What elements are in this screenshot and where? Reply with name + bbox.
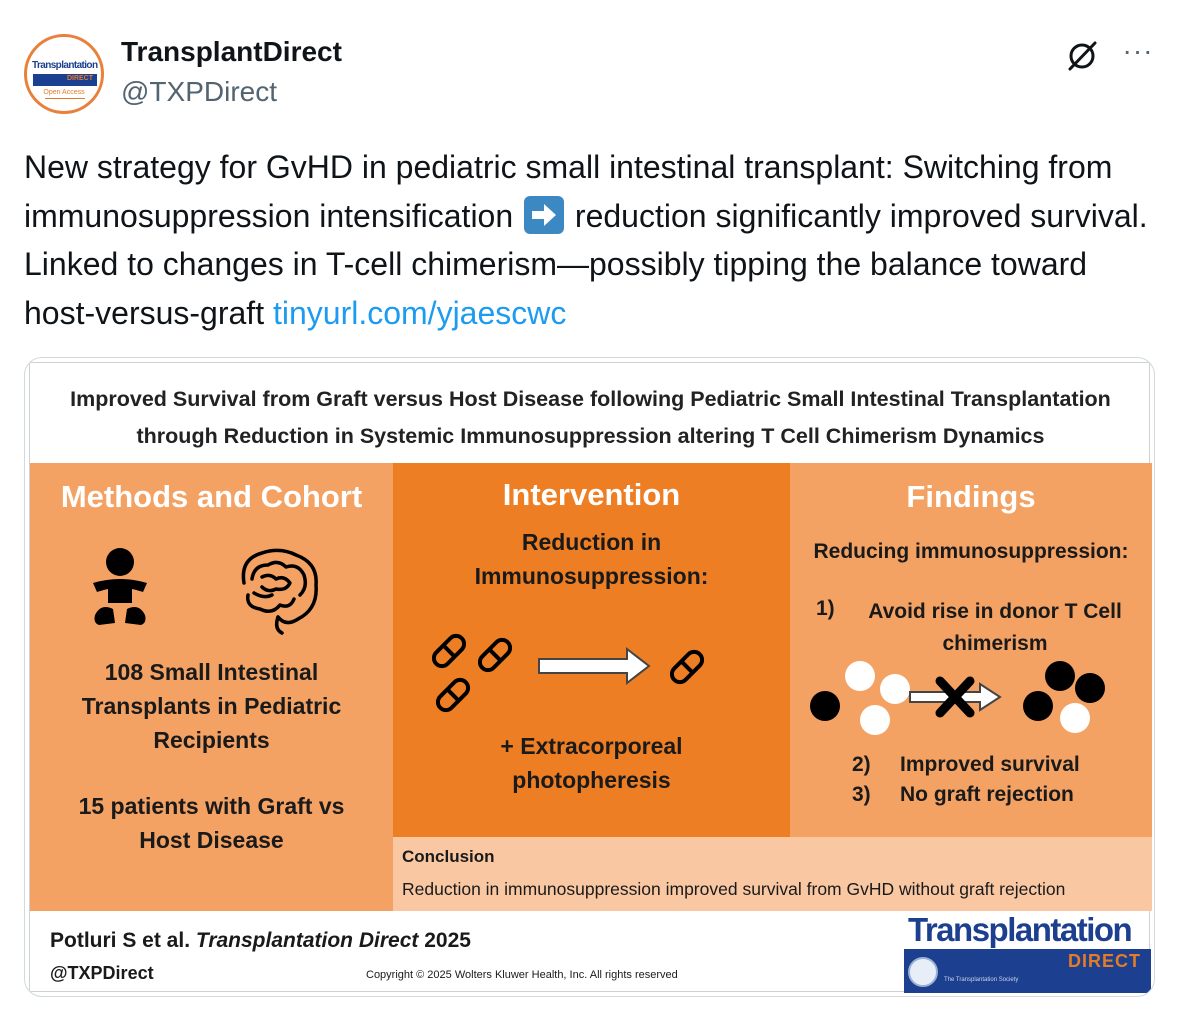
avatar-brand: Transplantation	[32, 60, 98, 71]
intervention-reduction-text	[393, 525, 790, 593]
findings-title: Findings	[906, 479, 1036, 514]
methods-line5: Host Disease	[139, 827, 284, 853]
more-options-icon[interactable]: ···	[1122, 35, 1154, 66]
findings-item3-num: 3)	[852, 783, 871, 806]
findings-panel	[790, 463, 1152, 837]
graphical-abstract	[29, 362, 1150, 992]
intervention-line4: photopheresis	[512, 767, 671, 793]
journal-logo	[904, 911, 1151, 993]
right-arrow-emoji-icon	[524, 196, 564, 234]
citation	[50, 929, 471, 953]
methods-line4: 15 patients with Graft vs	[78, 793, 345, 819]
avatar-divider	[45, 98, 85, 99]
findings-item3-text: No graft rejection	[900, 783, 1074, 806]
chimerism-diagram	[810, 659, 1110, 739]
intervention-line2: Immunosuppression:	[474, 563, 709, 589]
findings-item1-line1: Avoid rise in donor T Cell	[868, 600, 1122, 623]
logo-brand: Transplantation	[908, 911, 1132, 948]
abstract-title	[30, 381, 1151, 455]
intervention-title: Intervention	[502, 477, 681, 512]
display-name[interactable]: TransplantDirect	[121, 36, 342, 67]
tweet-media[interactable]	[24, 357, 1155, 997]
methods-panel	[30, 463, 393, 911]
intervention-line1: Reduction in	[521, 529, 662, 555]
citation-journal: Transplantation Direct	[195, 929, 419, 952]
avatar-tag: Open Access	[43, 89, 85, 96]
tweet-text-part2: reduction significantly improved survival. Linked to changes in T-cell chimerism—possibly tipping the balance toward host-versus-graft	[24, 197, 1148, 331]
citation-authors: Potluri S et al.	[50, 929, 196, 952]
intervention-ecp-text	[393, 729, 790, 797]
abstract-title-line2: through Reduction in Systemic Immunosuppression altering T Cell Chimerism Dynamics	[136, 424, 1045, 448]
avatar-sub: DIRECT	[66, 75, 93, 82]
conclusion-heading: Conclusion	[402, 847, 495, 866]
footer-handle: @TXPDirect	[50, 963, 154, 983]
pill-reduction-icon	[429, 631, 729, 721]
baby-icon	[85, 545, 155, 629]
intestine-icon	[234, 543, 324, 635]
methods-title: Methods and Cohort	[60, 479, 363, 514]
findings-item1-text	[850, 597, 1140, 660]
findings-item1-num: 1)	[816, 597, 835, 620]
intervention-panel	[393, 463, 790, 837]
methods-line2: Transplants in Pediatric	[81, 693, 342, 719]
conclusion-text: Reduction in immunosuppression improved survival from GvHD without graft rejection	[402, 879, 1066, 899]
tweet-text-part1: New strategy for GvHD in pediatric small intestinal transplant: Switching from immunosuppression intensification	[24, 149, 1113, 234]
findings-item2-num: 2)	[852, 753, 871, 776]
intervention-line3: + Extracorporeal	[500, 733, 683, 759]
logo-society: The Transplantation Society	[944, 977, 1019, 983]
methods-line1: 108 Small Intestinal	[104, 659, 319, 685]
methods-line3: Recipients	[153, 727, 270, 753]
citation-year: 2025	[418, 929, 471, 952]
tweet-link[interactable]: tinyurl.com/yjaescwc	[272, 294, 567, 331]
society-seal-icon	[908, 957, 938, 987]
copyright-notice: Copyright © 2025 Wolters Kluwer Health, Inc. All rights reserved	[366, 969, 678, 981]
abstract-title-line1: Improved Survival from Graft versus Host Disease following Pediatric Small Intestinal Transplantation	[70, 387, 1111, 411]
grok-icon[interactable]	[1064, 38, 1100, 74]
logo-sub: DIRECT	[1068, 951, 1141, 971]
tweet-text	[24, 143, 1164, 337]
findings-heading: Reducing immunosuppression:	[813, 540, 1129, 563]
findings-item2-text: Improved survival	[900, 753, 1080, 776]
user-handle[interactable]: @TXPDirect	[121, 76, 277, 107]
methods-gvhd-text	[30, 789, 393, 857]
avatar[interactable]	[24, 34, 104, 114]
findings-item1-line2: chimerism	[942, 632, 1048, 655]
methods-cohort-text	[30, 655, 393, 757]
conclusion-box	[393, 837, 1152, 911]
